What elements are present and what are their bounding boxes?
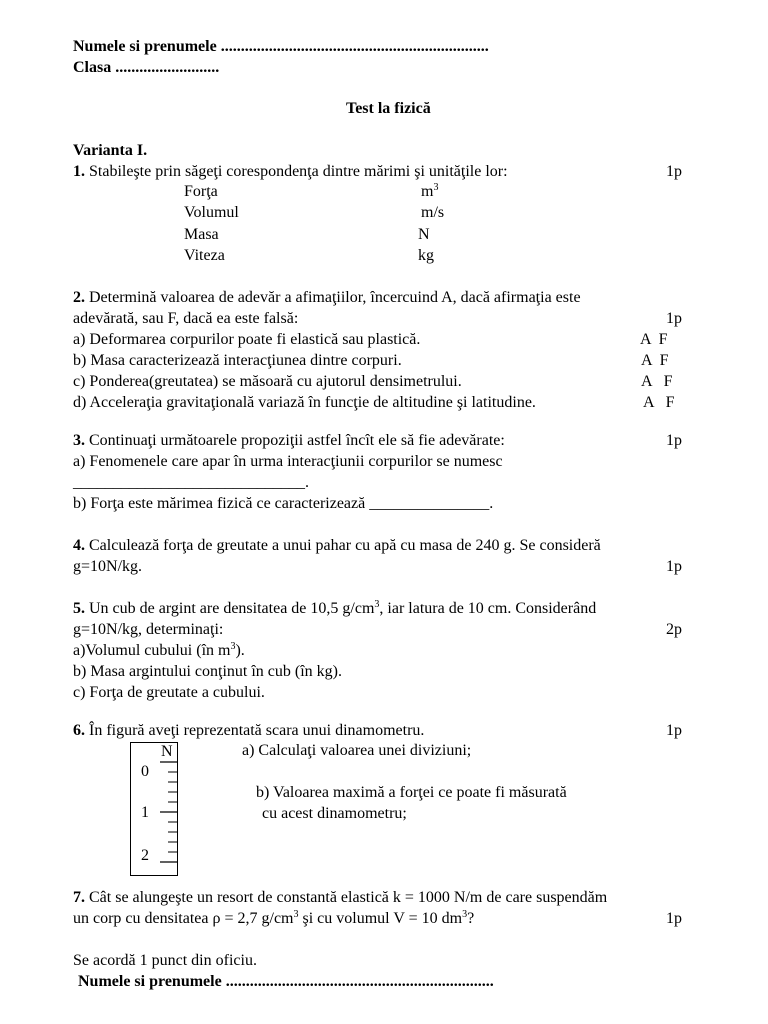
class-label: Clasa [73,59,112,76]
q2-item-b-choice[interactable]: A F [641,352,669,369]
name-line [73,37,489,57]
name-dots[interactable]: ................................................................... [220,38,489,55]
q2-number: 2. [73,289,85,306]
q2-item-c: c) Ponderea(greutatea) se măsoară cu ajutorul densimetrului. [73,373,462,390]
q1-unit-cubic-meter: $m^3$ [421,182,439,200]
q5-number: 5. [73,600,85,617]
q2-line-1 [73,288,581,308]
q1-number: 1. [73,163,85,180]
q3-text: Continuaţi următoarele propoziţii astfel încît ele să fie adevărate: [89,432,505,449]
q5-text-2: g=10N/kg, determinaţi: [73,621,224,638]
q2-item-c-choice[interactable]: A F [641,373,673,390]
q4-line [73,536,601,556]
q4-text-2: g=10N/kg. [73,558,143,575]
q7-line-2: un corp cu densitatea ρ = 2,7 $g/cm^3$ şi cu volumul V = 10 $dm^3$? [73,909,475,927]
variant-label: Varianta I. [73,142,148,159]
footer-name-label: Numele si prenumele [78,973,222,990]
q5-line: 5. Un cub de argint are densitatea de 10,5 $g/cm^3$, iar latura de 10 cm. Considerând [73,599,597,617]
q1-unit-kg: kg [418,247,434,264]
footer-name-line [78,972,494,992]
q2-item-d-choice[interactable]: A F [643,394,675,411]
name-label: Numele si prenumele [73,38,217,55]
q6-item-a: a) Calculaţi valoarea unei diviziuni; [242,742,472,759]
dynamometer-ticks [130,742,178,876]
q2-item-d: d) Acceleraţia gravitaţională variază în funcţie de altitudine şi latitudine. [73,394,536,411]
q4-points: 1p [666,558,682,575]
dynamometer-scale [130,742,178,876]
footer-name-dots[interactable]: ................................................................... [225,973,494,990]
q5-item-a: a)Volumul cubului (în $m^3$). [73,641,245,659]
q7-line-1 [73,888,607,908]
q2-text-1: Determină valoarea de adevăr a afimaţiilor, încercuind A, dacă afirmaţia este [89,289,581,306]
bonus-note: Se acordă 1 punct din oficiu. [73,952,257,969]
q7-text-1: Cât se alungeşte un resort de constantă elastică k = 1000 N/m de care suspendăm [89,889,608,906]
scale-label-2: 2 [141,847,149,864]
q5-item-b: b) Masa argintului conţinut în cub (în kg). [73,663,342,680]
class-dots[interactable]: .......................... [115,59,220,76]
q6-line [73,721,424,741]
q6-number: 6. [73,722,85,739]
q3-item-a: a) Fenomenele care apar în urma interacţiunii corpurilor se numesc [73,453,503,470]
scale-unit: N [161,743,173,760]
q3-line [73,431,505,451]
q1-quantity-volume: Volumul [184,204,239,221]
scale-label-1: 1 [141,804,149,821]
q5-points: 2p [666,621,682,638]
q6-item-b-1: b) Valoarea maximă a forţei ce poate fi măsurată [256,784,567,801]
class-line [73,58,219,78]
q5-item-c: c) Forţa de greutate a cubului. [73,684,265,701]
q3-number: 3. [73,432,85,449]
q2-points: 1p [666,310,682,327]
q1-quantity-force: Forţa [184,183,218,200]
q7-points: 1p [666,910,682,927]
scale-label-0: 0 [141,763,149,780]
q1-unit-mps: m/s [421,204,445,221]
q3-item-b[interactable]: b) Forţa este mărimea fizică ce caracterizează _______________. [73,495,494,512]
q7-number: 7. [73,889,85,906]
q2-item-b: b) Masa caracterizează interacţiunea dintre corpuri. [73,352,402,369]
q3-item-a-blank[interactable]: _____________________________. [73,474,309,491]
q6-text: În figură aveţi reprezentată scara unui dinamometru. [89,722,425,739]
page-title: Test la fizică [346,100,431,117]
q1-text: Stabileşte prin săgeţi corespondenţa dintre mărimi şi unităţile lor: [89,163,508,180]
q4-text: Calculează forţa de greutate a unui pahar cu apă cu masa de 240 g. Se consideră [89,537,601,554]
q2-item-a-choice[interactable]: A F [640,331,668,348]
q1-points: 1p [666,163,682,180]
q4-number: 4. [73,537,85,554]
q6-item-b-2: cu acest dinamometru; [262,805,407,822]
q1-unit-newton: N [418,226,430,243]
q2-text-2: adevărată, sau F, dacă ea este falsă: [73,310,299,327]
q6-points: 1p [666,722,682,739]
q1-quantity-mass: Masa [184,226,219,243]
q1-line [73,162,508,182]
q3-points: 1p [666,432,682,449]
q2-item-a: a) Deformarea corpurilor poate fi elastică sau plastică. [73,331,421,348]
q1-quantity-speed: Viteza [184,247,225,264]
